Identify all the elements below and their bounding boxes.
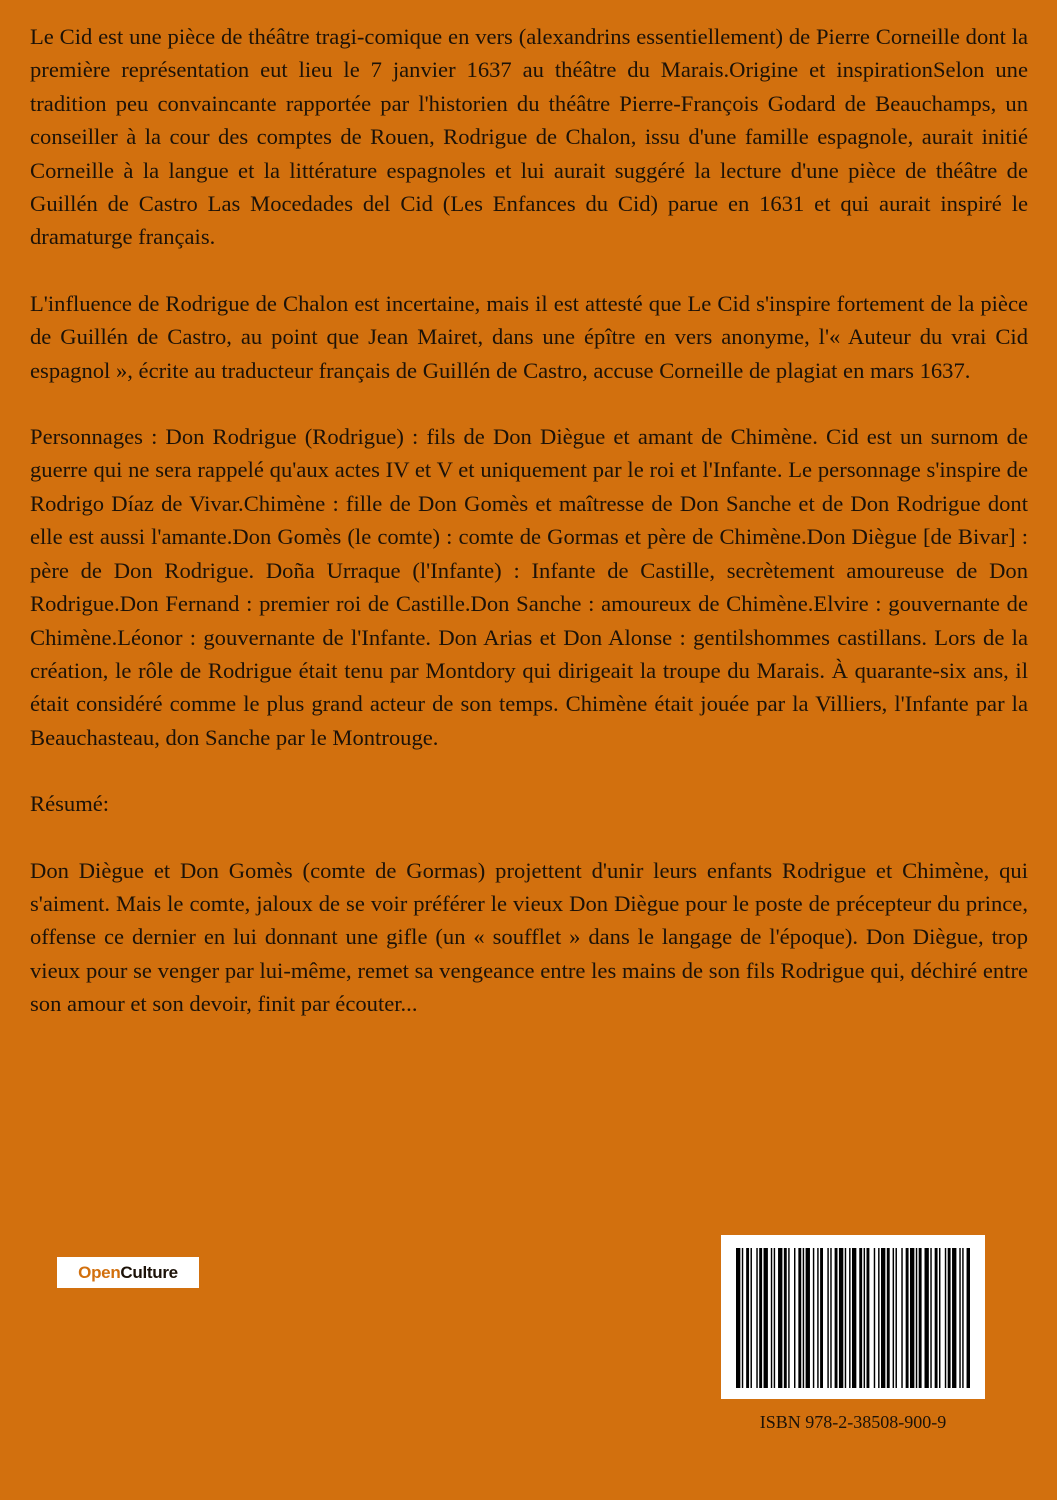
- barcode-bar: [798, 1248, 801, 1388]
- barcode-bar: [896, 1248, 897, 1388]
- barcode-bar: [935, 1248, 938, 1388]
- barcode-bar: [930, 1248, 931, 1388]
- barcode-bar: [759, 1248, 762, 1388]
- barcode-panel: [721, 1235, 985, 1399]
- barcode-bar: [774, 1248, 775, 1388]
- publisher-logo-culture: Culture: [120, 1262, 178, 1282]
- barcode-bar: [967, 1248, 970, 1388]
- resume-text: Don Diègue et Don Gomès (comte de Gormas) projettent d'unir leurs enfants Rodrigue et Chimène, qui s'aiment. Mais le comte, jaloux de se voir préférer le vieux Don Diègue pour le poste de précepteur du prince, offense ce dernier en lui donnant une gifle (un « soufflet » dans le langage de l'époque). Don Diègue, trop vieux pour se venger par lui-même, remet sa vengeance entre les mains de son fils Rodrigue qui, déchiré entre son amour et son devoir, finit par écouter...: [30, 857, 1028, 1017]
- barcode-bar: [874, 1248, 875, 1388]
- barcode-bar: [901, 1248, 902, 1388]
- publisher-logo-open: Open: [78, 1262, 121, 1282]
- barcode-bar: [893, 1248, 894, 1388]
- barcode-bar: [916, 1248, 917, 1388]
- barcode-bar: [746, 1248, 749, 1388]
- barcode-bar: [878, 1248, 879, 1388]
- barcode-bar: [756, 1248, 757, 1388]
- barcode-bar: [959, 1248, 960, 1388]
- barcode-bar: [778, 1248, 782, 1388]
- barcode-bar: [906, 1248, 909, 1388]
- barcode-bar: [827, 1248, 828, 1388]
- back-cover-description: [30, 20, 1028, 1054]
- barcode-bar: [803, 1248, 804, 1388]
- description-paragraph-3: Personnages : Don Rodrigue (Rodrigue) : fils de Don Diègue et amant de Chimène. Cid est un surnom de guerre qui ne sera rappelé qu'aux actes IV et V et uniquement par le roi et l'Infante. Le personnage s'inspire de Rodrigo Díaz de Vivar.Chimène : fille de Don Gomès et maîtresse de Don Sanche et de Don Rodrigue dont elle est aussi l'amante.Don Gomès (le comte) : comte de Gormas et père de Chimène.Don Diègue [de Bivar] : père de Don Rodrigue. Doña Urraque (l'Infante) : Infante de Castille, secrètement amoureuse de Don Rodrigue.Don Fernand : premier roi de Castille.Don Sanche : amoureux de Chimène.Elvire : gouvernante de Chimène.Léonor : gouvernante de l'Infante. Don Arias et Don Alonse : gentilshommes castillans. Lors de la création, le rôle de Rodrigue était tenu par Montdory qui dirigeait la troupe du Marais. À quarante-six ans, il était considéré comme le plus grand acteur de son temps. Chimène était jouée par la Villiers, l'Infante par la Beauchasteau, don Sanche par le Montrouge.: [30, 424, 1028, 750]
- barcode-bar: [939, 1248, 940, 1388]
- barcode-bar: [751, 1248, 752, 1388]
- barcode-bar: [952, 1248, 956, 1388]
- description-paragraph-2: L'influence de Rodrigue de Chalon est incertaine, mais il est attesté que Le Cid s'inspire fortement de la pièce de Guillén de Castro, au point que Jean Mairet, dans une épître en vers anonyme, l'« Auteur du vrai Cid espagnol », écrite au traducteur français de Guillén de Castro, accuse Corneille de plagiat en mars 1637.: [30, 290, 1028, 383]
- barcode-bar: [830, 1248, 831, 1388]
- barcode-bar: [849, 1248, 850, 1388]
- barcode-bar: [852, 1248, 856, 1388]
- barcode-bar: [788, 1248, 789, 1388]
- barcode-bar: [806, 1248, 810, 1388]
- barcode-bar: [794, 1248, 795, 1388]
- barcode-bar: [839, 1248, 843, 1388]
- barcode-bar: [835, 1248, 838, 1388]
- barcode-bar: [813, 1248, 814, 1388]
- barcode-bar: [925, 1248, 929, 1388]
- barcode-bar: [736, 1248, 740, 1388]
- barcode-bar: [945, 1248, 946, 1388]
- barcode-bar: [817, 1248, 818, 1388]
- description-paragraph-1: Le Cid est une pièce de théâtre tragi-comique en vers (alexandrins essentiellement) de Pierre Corneille dont la première représentation eut lieu le 7 janvier 1637 au théâtre du Marais.Origine et inspirationSelon une tradition peu convaincante rapportée par l'historien du théâtre Pierre-François Godard de Beauchamps, un conseiller à la cour des comptes de Rouen, Rodrigue de Chalon, issu d'une famille espagnole, aurait initié Corneille à la langue et la littérature espagnoles et lui aurait suggéré la lecture d'une pièce de théâtre de Guillén de Castro Las Mocedades del Cid (Les Enfances du Cid) parue en 1631 et qui aurait inspiré le dramaturge français.: [30, 24, 1028, 250]
- barcode-bar: [919, 1248, 922, 1388]
- barcode-bar: [962, 1248, 963, 1388]
- barcode-bar: [864, 1248, 865, 1388]
- barcode-bar: [910, 1248, 914, 1388]
- barcode-bar: [887, 1248, 890, 1388]
- barcode-bar: [764, 1248, 768, 1388]
- resume-heading: Résumé:: [30, 791, 110, 817]
- barcode-bar: [771, 1248, 772, 1388]
- barcode-bar: [948, 1248, 951, 1388]
- barcode-bar: [881, 1248, 885, 1388]
- publisher-logo: [57, 1257, 199, 1288]
- barcode-bar: [845, 1248, 846, 1388]
- barcode-bar: [859, 1248, 862, 1388]
- barcode-bar: [820, 1248, 823, 1388]
- isbn-number: ISBN 978-2-38508-900-9: [759, 1412, 947, 1432]
- barcode-bar: [784, 1248, 787, 1388]
- barcode-bar: [742, 1248, 743, 1388]
- barcode-bar: [867, 1248, 870, 1388]
- barcode-icon: [736, 1248, 970, 1388]
